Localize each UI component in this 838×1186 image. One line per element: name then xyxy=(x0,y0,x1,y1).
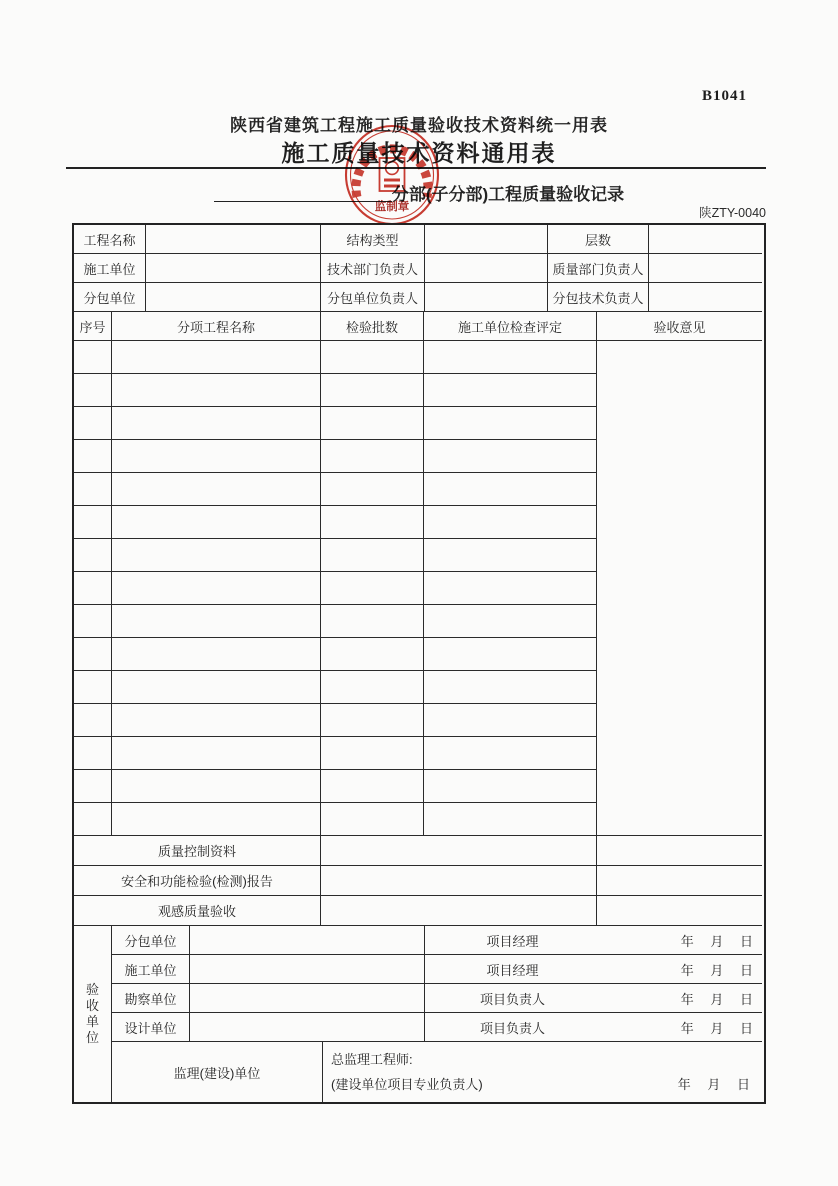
item-empty-cell[interactable] xyxy=(321,407,424,440)
supervision-signature-area[interactable] xyxy=(323,1042,762,1102)
structure-type-value[interactable] xyxy=(425,225,548,254)
subcontractor-signer-row xyxy=(425,926,762,955)
item-empty-cell[interactable] xyxy=(424,572,597,605)
quality-dept-head-value[interactable] xyxy=(649,254,762,283)
label-project-name: 工程名称 xyxy=(74,225,146,254)
item-empty-cell[interactable] xyxy=(74,572,112,605)
item-empty-cell[interactable] xyxy=(112,803,321,836)
item-empty-cell[interactable] xyxy=(321,737,424,770)
survey-signer-row xyxy=(425,984,762,1013)
title-line1: 陕西省建筑工程施工质量验收技术资料统一用表 xyxy=(230,116,608,135)
item-empty-cell[interactable] xyxy=(321,572,424,605)
item-empty-cell[interactable] xyxy=(321,638,424,671)
constructor-signer-row xyxy=(425,955,762,984)
floors-value[interactable] xyxy=(649,225,762,254)
item-empty-cell[interactable] xyxy=(321,374,424,407)
item-empty-cell[interactable] xyxy=(424,374,597,407)
label-unit-constructor: 施工单位 xyxy=(112,955,190,984)
item-empty-cell[interactable] xyxy=(424,803,597,836)
subcontract-unit-value[interactable] xyxy=(146,283,321,312)
item-empty-cell[interactable] xyxy=(424,440,597,473)
owner-project-head-line: (建设单位项目专业负责人) xyxy=(331,1077,483,1092)
item-empty-cell[interactable] xyxy=(112,737,321,770)
label-quality-dept-head: 质量部门负责人 xyxy=(548,254,649,283)
item-empty-cell[interactable] xyxy=(74,539,112,572)
item-empty-cell[interactable] xyxy=(112,704,321,737)
col-header-contractor-evaluation: 施工单位检查评定 xyxy=(424,312,597,341)
acceptance-opinion-merged-cell[interactable] xyxy=(597,341,762,836)
constructor-signature-area[interactable] xyxy=(190,955,425,984)
label-quality-control-data: 质量控制资料 xyxy=(74,836,321,866)
item-empty-cell[interactable] xyxy=(74,638,112,671)
signer-title: 项目负责人 xyxy=(479,1020,545,1036)
date-placeholder[interactable]: 年 月 日 xyxy=(680,991,753,1007)
item-empty-cell[interactable] xyxy=(424,704,597,737)
col-header-seq: 序号 xyxy=(74,312,112,341)
item-empty-cell[interactable] xyxy=(424,605,597,638)
subtitle-blank-underline[interactable] xyxy=(214,184,392,202)
label-floors: 层数 xyxy=(548,225,649,254)
item-empty-cell[interactable] xyxy=(112,407,321,440)
item-empty-cell[interactable] xyxy=(112,506,321,539)
stamp-bottom-text: 监制章 xyxy=(374,201,410,213)
col-header-batch-count: 检验批数 xyxy=(321,312,424,341)
item-empty-cell[interactable] xyxy=(112,770,321,803)
item-empty-cell[interactable] xyxy=(112,341,321,374)
item-empty-cell[interactable] xyxy=(321,473,424,506)
date-placeholder[interactable]: 年 月 日 xyxy=(677,1077,750,1092)
signer-title: 项目经理 xyxy=(486,962,539,978)
label-safety-function-report: 安全和功能检验(检测)报告 xyxy=(74,866,321,896)
item-empty-cell[interactable] xyxy=(112,473,321,506)
item-empty-cell[interactable] xyxy=(424,770,597,803)
project-name-value[interactable] xyxy=(146,225,321,254)
label-unit-subcontractor: 分包单位 xyxy=(112,926,190,955)
title-line2: 施工质量技术资料通用表 xyxy=(281,140,557,166)
summary-grid xyxy=(74,836,764,926)
item-empty-cell[interactable] xyxy=(112,638,321,671)
chief-supervision-engineer-line: 总监理工程师: xyxy=(331,1052,413,1067)
info-grid xyxy=(74,225,764,312)
item-empty-cell[interactable] xyxy=(112,605,321,638)
subtitle-row xyxy=(0,180,838,205)
label-unit-survey: 勘察单位 xyxy=(112,984,190,1013)
item-empty-cell[interactable] xyxy=(112,539,321,572)
item-empty-cell[interactable] xyxy=(74,473,112,506)
item-empty-cell[interactable] xyxy=(112,671,321,704)
safety-function-report-opinion[interactable] xyxy=(597,866,762,896)
items-header-row xyxy=(74,312,764,341)
item-empty-cell[interactable] xyxy=(424,671,597,704)
item-empty-cell[interactable] xyxy=(112,440,321,473)
item-empty-cell[interactable] xyxy=(74,341,112,374)
subcontract-head-value[interactable] xyxy=(425,283,548,312)
label-subcontract-unit: 分包单位 xyxy=(74,283,146,312)
date-placeholder[interactable]: 年 月 日 xyxy=(680,1020,753,1036)
appearance-quality-opinion[interactable] xyxy=(597,896,762,926)
item-empty-cell[interactable] xyxy=(74,407,112,440)
label-subcontract-head: 分包单位负责人 xyxy=(321,283,425,312)
title-line3: 分部(子分部)工程质量验收记录 xyxy=(391,185,625,204)
item-empty-cell[interactable] xyxy=(74,605,112,638)
subcontractor-signature-area[interactable] xyxy=(190,926,425,955)
date-placeholder[interactable]: 年 月 日 xyxy=(680,933,753,949)
tech-dept-head-value[interactable] xyxy=(425,254,548,283)
item-empty-cell[interactable] xyxy=(424,638,597,671)
date-placeholder[interactable]: 年 月 日 xyxy=(680,962,753,978)
safety-function-report-value[interactable] xyxy=(321,866,597,896)
design-signature-area[interactable] xyxy=(190,1013,425,1042)
item-empty-cell[interactable] xyxy=(321,506,424,539)
item-empty-cell[interactable] xyxy=(74,374,112,407)
supervision-bottom-row xyxy=(331,1074,754,1093)
col-header-item-name: 分项工程名称 xyxy=(112,312,321,341)
acceptance-units-grid xyxy=(74,926,764,1102)
item-empty-cell[interactable] xyxy=(424,407,597,440)
doc-code: B1041 xyxy=(701,88,747,104)
item-empty-cell[interactable] xyxy=(321,671,424,704)
label-appearance-quality: 观感质量验收 xyxy=(74,896,321,926)
label-structure-type: 结构类型 xyxy=(321,225,425,254)
item-empty-cell[interactable] xyxy=(321,803,424,836)
item-empty-cell[interactable] xyxy=(321,704,424,737)
item-empty-cell[interactable] xyxy=(321,770,424,803)
item-empty-cell[interactable] xyxy=(74,440,112,473)
group-label-acceptance-units: 验收单位 xyxy=(74,926,112,1102)
item-empty-cell[interactable] xyxy=(74,506,112,539)
item-empty-cell[interactable] xyxy=(74,737,112,770)
item-empty-cell[interactable] xyxy=(112,572,321,605)
label-unit-supervision: 监理(建设)单位 xyxy=(112,1042,323,1102)
item-empty-cell[interactable] xyxy=(424,539,597,572)
item-empty-cell[interactable] xyxy=(424,506,597,539)
item-empty-cell[interactable] xyxy=(424,341,597,374)
construction-unit-value[interactable] xyxy=(146,254,321,283)
label-construction-unit: 施工单位 xyxy=(74,254,146,283)
subcontract-tech-head-value[interactable] xyxy=(649,283,762,312)
label-unit-design: 设计单位 xyxy=(112,1013,190,1042)
label-tech-dept-head: 技术部门负责人 xyxy=(321,254,425,283)
quality-control-data-value[interactable] xyxy=(321,836,597,866)
appearance-quality-value[interactable] xyxy=(321,896,597,926)
design-signer-row xyxy=(425,1013,762,1042)
item-empty-cell[interactable] xyxy=(321,539,424,572)
acceptance-record-table xyxy=(72,223,766,1104)
item-empty-cell[interactable] xyxy=(321,440,424,473)
signer-title: 项目负责人 xyxy=(479,991,545,1007)
survey-signature-area[interactable] xyxy=(190,984,425,1013)
item-empty-cell[interactable] xyxy=(74,803,112,836)
title-divider xyxy=(66,167,766,169)
items-body-grid xyxy=(74,341,764,836)
item-empty-cell[interactable] xyxy=(112,374,321,407)
form-code: 陕ZTY-0040 xyxy=(699,206,766,220)
item-empty-cell[interactable] xyxy=(424,737,597,770)
item-empty-cell[interactable] xyxy=(321,341,424,374)
item-empty-cell[interactable] xyxy=(74,704,112,737)
signer-title: 项目经理 xyxy=(486,933,539,949)
col-header-acceptance-opinion: 验收意见 xyxy=(597,312,762,341)
label-subcontract-tech-head: 分包技术负责人 xyxy=(548,283,649,312)
item-empty-cell[interactable] xyxy=(74,770,112,803)
quality-control-data-opinion[interactable] xyxy=(597,836,762,866)
item-empty-cell[interactable] xyxy=(74,671,112,704)
item-empty-cell[interactable] xyxy=(321,605,424,638)
item-empty-cell[interactable] xyxy=(424,473,597,506)
